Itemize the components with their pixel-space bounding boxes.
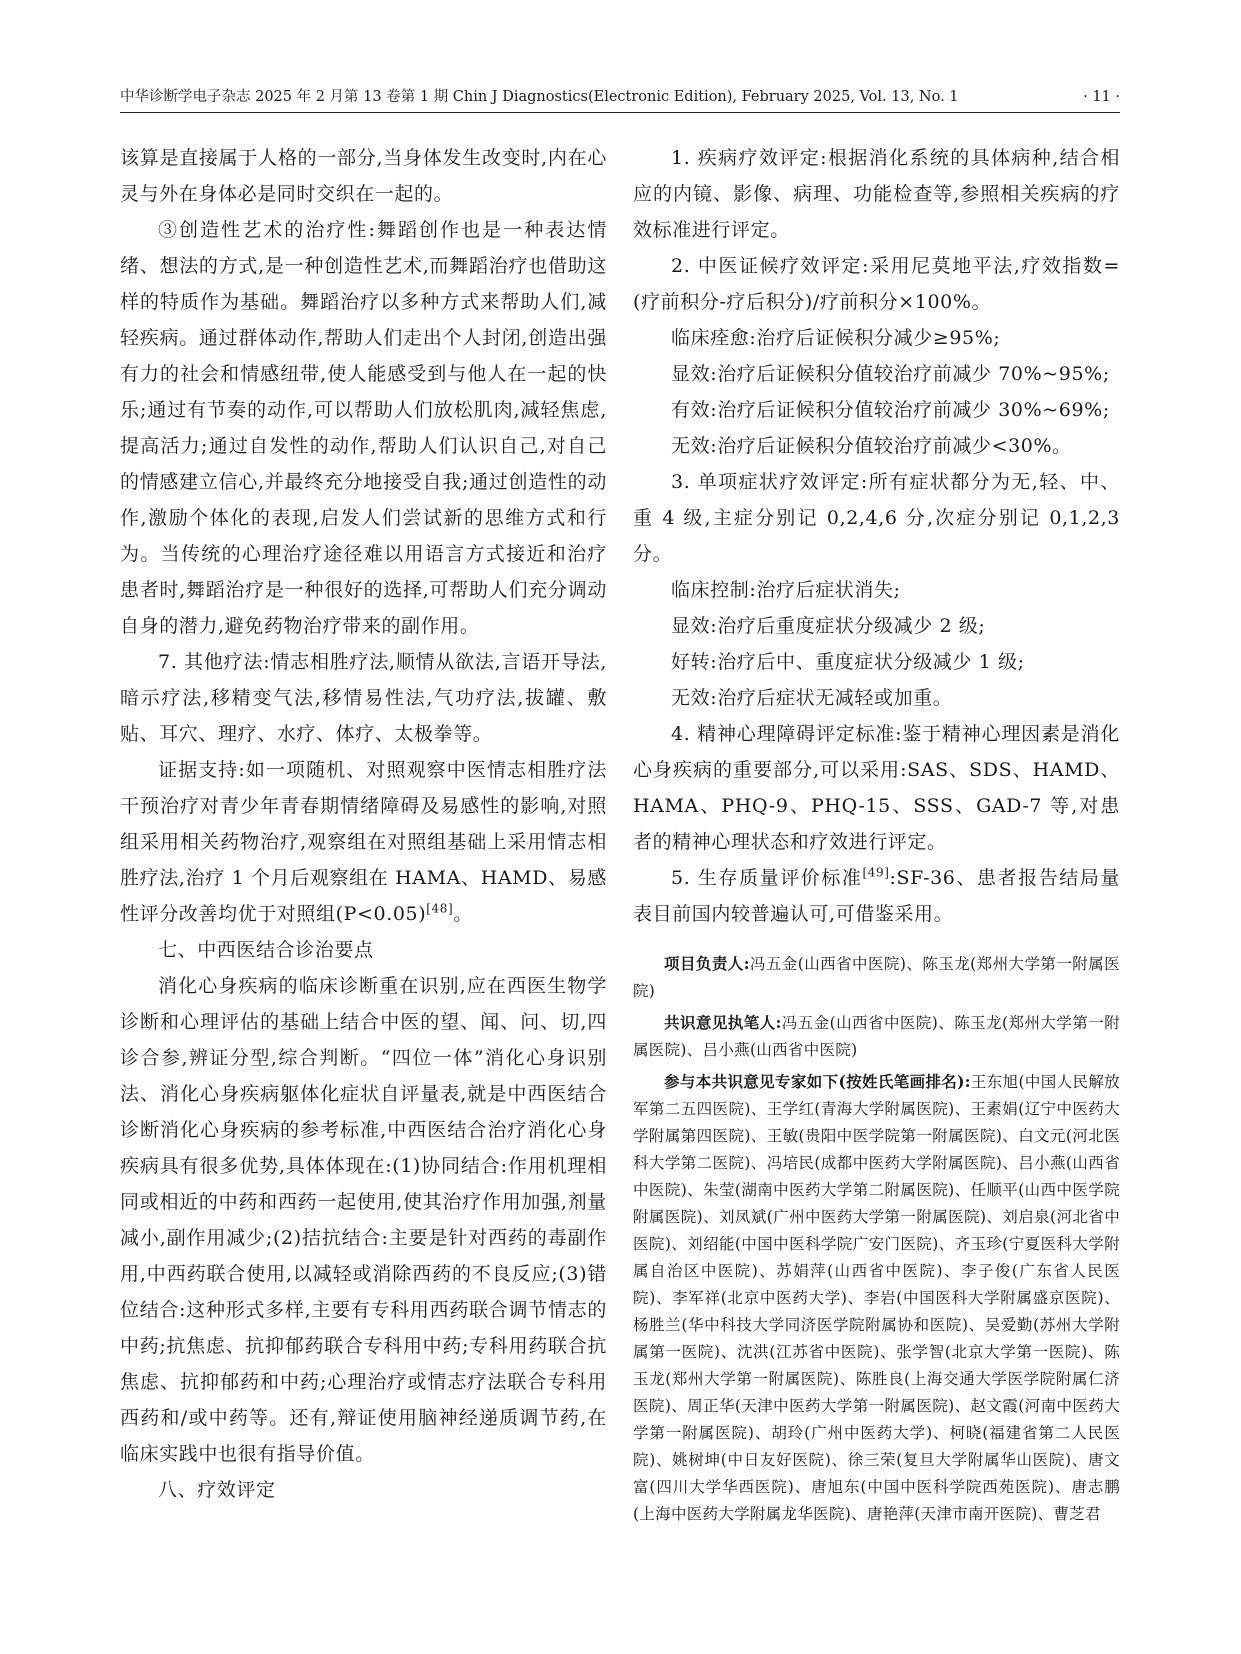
paragraph-creative-art: ③创造性艺术的治疗性:舞蹈创作也是一种表达情绪、想法的方式,是一种创造性艺术,而舞蹈治疗也借助这样的特质作为基础。舞蹈治疗以多种方式来帮助人们,减轻疾病。通过群体动作,帮助人们走出个人封闭,创造出强有力的社会和情感纽带,使人能感受到与他人在一起的快乐;通过有节奏的动作,可以帮助人们放松肌肉,减轻焦虑,提高活力;通过自发性的动作,帮助人们认识自己,对自己的情感建立信心,并最终充分地接受自我;通过创造性的动作,激励个体化的表现,启发人们尝试新的思维方式和行为。当传统的心理治疗途径难以用语言方式接近和治疗患者时,舞蹈治疗是一种很好的选择,可帮助人们充分调动自身的潜力,避免药物治疗带来的副作用。 bbox=[120, 219, 607, 637]
qol-title: 5. 生存质量评价标准 bbox=[671, 867, 863, 889]
citation-49: [49] bbox=[862, 865, 890, 880]
criterion-effective: 有效:治疗后证候积分值较治疗前减少 30%~69%; bbox=[671, 399, 1110, 421]
section-heading-8: 八、疗效评定 bbox=[158, 1479, 276, 1501]
journal-citation: 中华诊断学电子杂志 2025 年 2 月第 13 卷第 1 期 Chin J Diagnostics(Electronic Edition), February 2025, Vol. 13, No. 1 bbox=[120, 89, 959, 105]
criterion-clinical-control: 临床控制:治疗后症状消失; bbox=[671, 579, 901, 601]
left-column bbox=[120, 140, 607, 1508]
credit-writers bbox=[633, 1009, 1120, 1064]
credit-experts bbox=[633, 1068, 1120, 1528]
paragraph-disease-efficacy: 1. 疾病疗效评定:根据消化系统的具体病种,结合相应的内镜、影像、病理、功能检查等,参照相关疾病的疗效标准进行评定。 bbox=[633, 147, 1120, 241]
credit-label: 共识意见执笔人: bbox=[664, 1013, 782, 1032]
criterion-clinical-cure: 临床痊愈:治疗后证候积分减少≥95%; bbox=[671, 327, 1001, 349]
credits-block bbox=[633, 950, 1120, 1528]
criterion-symptom-ineffective: 无效:治疗后症状无减轻或加重。 bbox=[671, 687, 953, 709]
page-number: · 11 · bbox=[1083, 89, 1120, 105]
section-heading-7: 七、中西医结合诊治要点 bbox=[158, 939, 374, 961]
paragraph-evidence bbox=[120, 752, 607, 932]
right-column bbox=[633, 140, 1120, 1532]
credit-text: 王东旭(中国人民解放军第二五四医院)、王学红(青海大学附属医院)、王素娟(辽宁中医药大学附属第四医院)、王敏(贵阳中医学院第一附属医院)、白文元(河北医科大学第二医院)、冯培民(成都中医药大学附属医院)、吕小燕(山西省中医院)、朱莹(湖南中医药大学第二附属医院)、任顺平(山西中医学院附属医院)、刘凤斌(广州中医药大学第一附属医院)、刘启泉(河北省中医院)、刘绍能(中国中医科学院广安门医院)、齐玉珍(宁夏医科大学附属自治区中医院)、苏娟萍(山西省中医院)、李子俊(广东省人民医院)、李军祥(北京中医药大学)、李岩(中国医科大学附属盛京医院)、杨胜兰(华中科技大学同济医学院附属协和医院)、吴爱勤(苏州大学附属第一医院)、沈洪(江苏省中医院)、张学智(北京大学第一医院)、陈玉龙(郑州大学第一附属医院)、陈胜良(上海交通大学医学院附属仁济医院)、周正华(天津中医药大学第一附属医院)、赵文霞(河南中医药大学第一附属医院)、胡玲(广州中医药大学)、柯晓(福建省第二人民医院)、姚树坤(中日友好医院)、徐三荣(复旦大学附属华山医院)、唐文富(四川大学华西医院)、唐旭东(中国中医科学院西苑医院)、唐志鹏(上海中医药大学附属龙华医院)、唐艳萍(天津市南开医院)、曹芝君 bbox=[633, 1073, 1120, 1523]
qol-text: :SF-36、患者报告结局量表目前国内较普遍认可,可借鉴采用。 bbox=[633, 867, 1120, 925]
paragraph-other-therapies: 7. 其他疗法:情志相胜疗法,顺情从欲法,言语开导法,暗示疗法,移精变气法,移情易性法,气功疗法,拔罐、敷贴、耳穴、理疗、水疗、体疗、太极拳等。 bbox=[120, 651, 607, 745]
criterion-marked: 显效:治疗后证候积分值较治疗前减少 70%~95%; bbox=[671, 363, 1110, 385]
credit-text: 冯五金(山西省中医院)、陈玉龙(郑州大学第一附属医院) bbox=[633, 955, 1120, 1000]
paragraph-psych-assessment: 4. 精神心理障碍评定标准:鉴于精神心理因素是消化心身疾病的重要部分,可以采用:SAS、SDS、HAMD、HAMA、PHQ-9、PHQ-15、SSS、GAD-7 等,对患者的精神心理状态和疗效进行评定。 bbox=[633, 723, 1120, 853]
evidence-text: 证据支持:如一项随机、对照观察中医情志相胜疗法干预治疗对青少年青春期情绪障碍及易感性的影响,对照组采用相关药物治疗,观察组在对照组基础上采用情志相胜疗法,治疗 1 个月后观察组在 HAMA、HAMD、易感性评分改善均优于对照组(P<0.05) bbox=[120, 759, 607, 925]
credit-label: 参与本共识意见专家如下(按姓氏笔画排名): bbox=[664, 1072, 971, 1091]
criterion-symptom-marked: 显效:治疗后重度症状分级减少 2 级; bbox=[671, 615, 986, 637]
header-divider bbox=[120, 112, 1120, 113]
paragraph-continuation: 该算是直接属于人格的一部分,当身体发生改变时,内在心灵与外在身体必是同时交织在一起的。 bbox=[120, 147, 607, 205]
citation-48: [48] bbox=[426, 901, 454, 916]
paragraph-symptom-efficacy: 3. 单项症状疗效评定:所有症状都分为无,轻、中、重 4 级,主症分别记 0,2,4,6 分,次症分别记 0,1,2,3 分。 bbox=[633, 471, 1121, 565]
credit-project-leader bbox=[633, 950, 1120, 1005]
paragraph-quality-of-life bbox=[633, 860, 1120, 932]
evidence-end: 。 bbox=[453, 903, 473, 925]
credit-text: 冯五金(山西省中医院)、陈玉龙(郑州大学第一附属医院)、吕小燕(山西省中医院) bbox=[633, 1014, 1121, 1059]
paragraph-integrated-diagnosis: 消化心身疾病的临床诊断重在识别,应在西医生物学诊断和心理评估的基础上结合中医的望、闻、问、切,四诊合参,辨证分型,综合判断。“四位一体”消化心身识别法、消化心身疾病躯体化症状自评量表,就是中西医结合诊断消化心身疾病的参考标准,中西医结合治疗消化心身疾病具有很多优势,具体体现在:(1)协同结合:作用机理相同或相近的中药和西药一起使用,使其治疗作用加强,剂量减小,副作用减少;(2)拮抗结合:主要是针对西药的毒副作用,中西药联合使用,以减轻或消除西药的不良反应;(3)错位结合:这种形式多样,主要有专科用西药联合调节情志的中药;抗焦虑、抗抑郁药联合专科用中药;专科用药联合抗焦虑、抗抑郁药和中药;心理治疗或情志疗法联合专科用西药和/或中药等。还有,辩证使用脑神经递质调节药,在临床实践中也很有指导价值。 bbox=[120, 975, 607, 1465]
running-header bbox=[120, 84, 1120, 110]
credit-label: 项目负责人: bbox=[664, 954, 750, 973]
criterion-improved: 好转:治疗后中、重度症状分级减少 1 级; bbox=[671, 651, 1025, 673]
criterion-ineffective: 无效:治疗后证候积分值较治疗前减少<30%。 bbox=[671, 435, 1072, 457]
paragraph-tcm-efficacy: 2. 中医证候疗效评定:采用尼莫地平法,疗效指数=(疗前积分-疗后积分)/疗前积分×100%。 bbox=[633, 255, 1120, 313]
